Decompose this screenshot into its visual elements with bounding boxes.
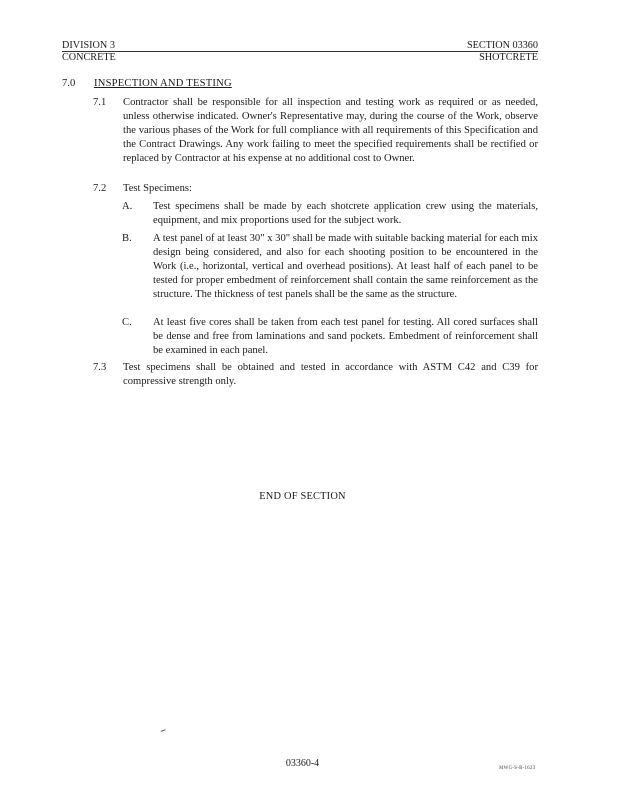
division-title: CONCRETE <box>62 51 116 63</box>
item-number: 7.2 <box>93 183 107 194</box>
section-title: INSPECTION AND TESTING <box>94 78 232 89</box>
item-text: Contractor shall be responsible for all inspection and testing work as required or as needed, unless otherwise indicated. Owner's Representative may, during the course of the Work, observe the various phases of the Work for full compliance with all requirements of this Specification and the Contract Drawings. Any work failing to meet the specified requirements shall be rectified or replaced by Contractor at his expense at no additional cost to Owner. <box>123 97 538 164</box>
item-number: 7.1 <box>93 97 107 108</box>
subitem-letter: C. <box>122 317 132 328</box>
stray-mark <box>161 729 167 734</box>
header-rule <box>62 51 538 52</box>
item-text: Test Specimens: <box>123 183 192 194</box>
section-number: 7.0 <box>62 78 76 89</box>
section-label: SECTION 03360 <box>466 40 538 51</box>
subitem-letter: B. <box>122 233 132 244</box>
subitem-text: A test panel of at least 30" x 30" shall be made with suitable backing material for each mix design being considered, and also for each shooting position to be encountered in the Work (i.e., horizontal, vertical and overhead positions). At least half of each panel to be tested for proper embedment of reinforcement shall contain the same reinforcement as the structure. The thickness of test panels shall be the same as the structure. <box>153 233 538 300</box>
subitem-letter: A. <box>122 201 133 212</box>
page-number: 03360-4 <box>285 758 320 769</box>
end-of-section: END OF SECTION <box>259 491 346 502</box>
section-title-header: SHOTCRETE <box>479 51 538 63</box>
subitem-text: At least five cores shall be taken from each test panel for testing. All cored surfaces shall be dense and free from laminations and sand pockets. Embedment of reinforcement shall be examined in each panel. <box>153 317 538 356</box>
subitem-text: Test specimens shall be made by each shotcrete application crew using the materials, equipment, and mix proportions used for the subject work. <box>153 201 538 226</box>
division-label: DIVISION 3 <box>62 40 115 51</box>
item-number: 7.3 <box>93 362 107 373</box>
document-code: MWG-S-B-1623 <box>499 766 536 771</box>
item-text: Test specimens shall be obtained and tested in accordance with ASTM C42 and C39 for compressive strength only. <box>123 362 538 387</box>
